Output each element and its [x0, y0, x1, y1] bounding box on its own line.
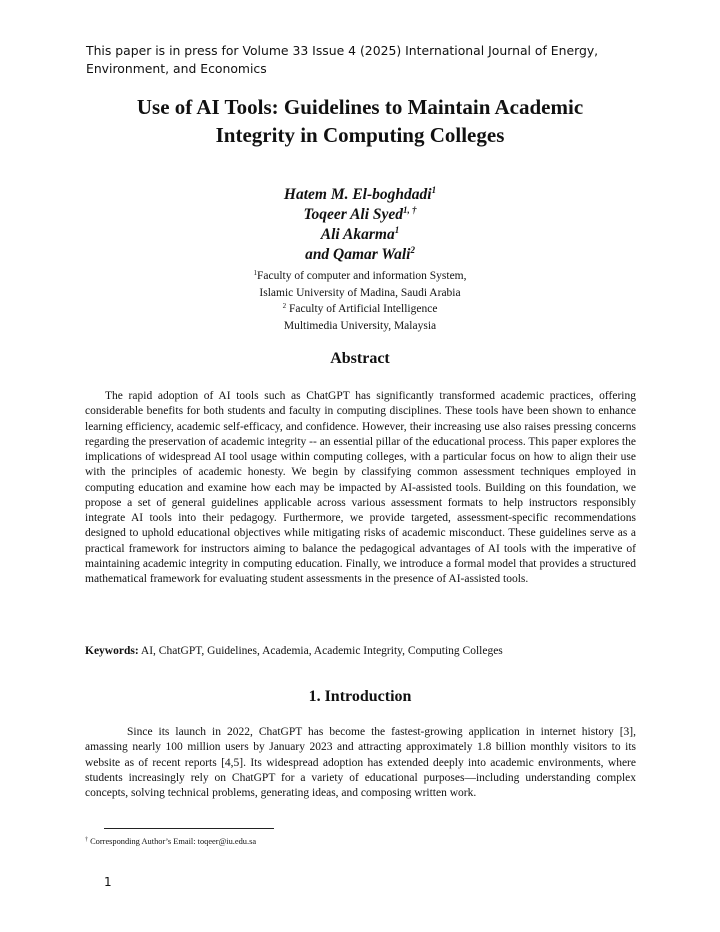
author-name: and Qamar Wali — [305, 246, 411, 263]
author-name: Ali Akarma — [320, 226, 395, 243]
affiliation-line-2 — [160, 285, 560, 302]
title-line-2: Integrity in Computing Colleges — [215, 123, 505, 147]
author-name: Hatem M. El-boghdadi — [283, 186, 432, 203]
author-3 — [160, 225, 560, 245]
affiliation-text: Multimedia University, Malaysia — [283, 319, 437, 332]
affiliation-line-3 — [160, 301, 560, 318]
author-affil-marker: 1 — [394, 225, 400, 235]
affiliation-text: Faculty of Artificial Intelligence — [286, 303, 438, 315]
affiliation-marker: 2 — [282, 302, 287, 310]
section-heading-introduction: 1. Introduction — [308, 688, 412, 705]
introduction-paragraph: Since its launch in 2022, ChatGPT has become the fastest-growing application in internet history [3], amassing nearly 100 million users by January 2023 and attracting approximately 1.8 billion monthly visitors to its website as of recent reports [4,5]. Its widespread adoption has extended deeply into academic environments, where students increasingly rely on ChatGPT for a variety of educational purposes—including understanding complex concepts, solving technical problems, generating ideas, and composing written work. — [85, 726, 636, 799]
title-line-1: Use of AI Tools: Guidelines to Maintain Academic — [136, 95, 584, 119]
journal-header-note: This paper is in press for Volume 33 Issue 4 (2025) International Journal of Energy, Environment, and Economics — [86, 43, 599, 76]
abstract-paragraph: The rapid adoption of AI tools such as ChatGPT has significantly transformed academic practices, offering considerable benefits for both students and faculty in computing disciplines. These tools have been shown to enhance learning efficiency, academic self-efficacy, and confidence. However, their increasing use also raises pressing concerns regarding the preservation of academic integrity -- an essential pillar of the educational process. This paper explores the implications of widespread AI tool usage within computing colleges, with a particular focus on how to align their use with the principles of academic honesty. We begin by classifying common assessment techniques employed in computing education and examine how each may be impacted by AI-assisted tools. Building on this foundation, we propose a set of general guidelines applicable across various assessment formats to help instructors responsibly integrate AI tools into their pedagogy. Furthermore, we provide targeted, assessment-specific recommendations designed to uphold educational objectives while mitigating risks of academic misconduct. These guidelines serve as a practical framework for instructors aiming to balance the pedagogical advantages of AI tools with the imperative of maintaining academic integrity in computing education. Finally, we introduce a formal model that provides a structured mathematical framework for evaluating student assessments in the presence of AI-assisted tools. — [85, 390, 636, 585]
author-list — [160, 185, 560, 265]
footnote-marker: † — [85, 837, 88, 843]
affiliations — [160, 268, 560, 334]
author-4 — [160, 245, 560, 265]
affiliation-line-4 — [160, 318, 560, 335]
affiliation-line-1 — [160, 268, 560, 285]
affiliation-text: Faculty of computer and information System, — [256, 270, 467, 282]
abstract-heading: Abstract — [330, 350, 390, 367]
affiliation-marker: 1 — [253, 269, 257, 277]
author-2 — [160, 205, 560, 225]
author-affil-marker: 1 — [431, 185, 437, 195]
keywords-label: Keywords: — [85, 645, 139, 657]
author-1 — [160, 185, 560, 205]
author-name: Toqeer Ali Syed — [303, 206, 404, 223]
keywords-text: AI, ChatGPT, Guidelines, Academia, Academic Integrity, Computing Colleges — [138, 645, 503, 657]
page-number: 1 — [104, 875, 112, 889]
affiliation-text: Islamic University of Madina, Saudi Arabia — [259, 286, 461, 299]
footnote — [85, 836, 636, 847]
keywords-line — [85, 644, 636, 659]
footnote-divider — [104, 828, 274, 829]
footnote-text: Corresponding Author’s Email: toqeer@iu.edu.sa — [88, 837, 257, 846]
author-affil-marker: 1, † — [403, 205, 417, 215]
author-affil-marker: 2 — [410, 245, 415, 255]
paper-title — [60, 93, 660, 149]
